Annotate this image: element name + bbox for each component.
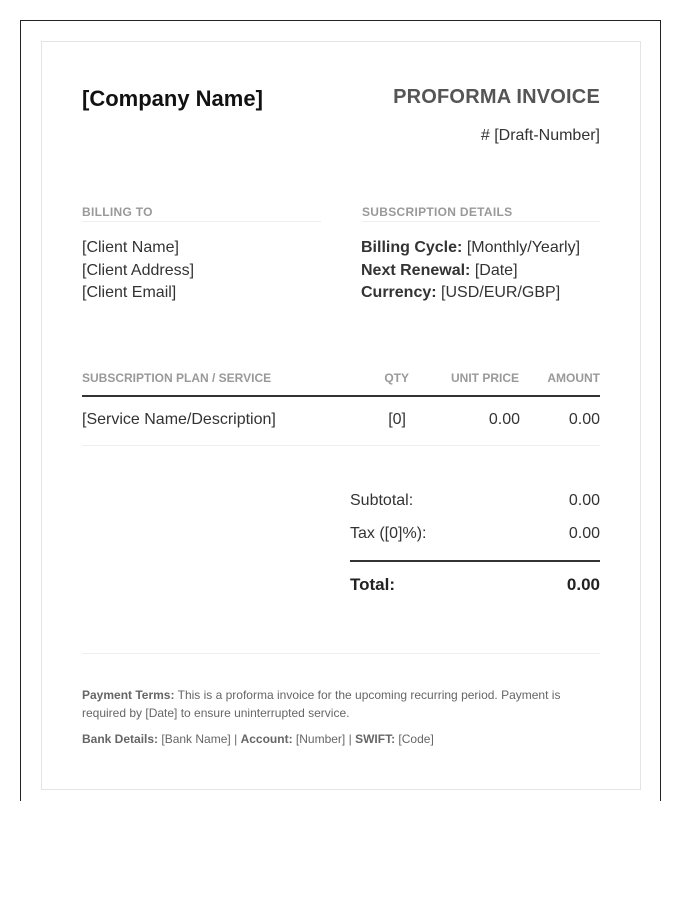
client-address: [Client Address] [82,261,195,279]
bank-details-label: Bank Details: [82,732,159,746]
currency-value: [USD/EUR/GBP] [441,284,561,301]
subscription-divider [362,221,600,222]
total-label: Total: [350,575,396,594]
table-header-rule [82,395,600,397]
swift-label: SWIFT: [355,732,396,746]
currency-row [361,282,580,305]
subtotal-value: 0.00 [568,492,600,509]
payment-terms-label: Payment Terms: [82,688,175,702]
total-value: 0.00 [566,575,600,594]
column-header-amount: AMOUNT [547,371,600,385]
currency-label: Currency: [361,284,437,301]
subscription-details [361,237,580,305]
separator: | [234,732,238,746]
account-value: [Number] [295,732,346,746]
separator: | [348,732,352,746]
tax-label: Tax ([0]%): [350,525,427,542]
row-amount: 0.00 [568,411,600,428]
table-row-divider [82,445,600,446]
account-label: Account: [240,732,293,746]
row-unit-price: 0.00 [488,411,520,428]
payment-terms [82,686,602,722]
column-header-plan: SUBSCRIPTION PLAN / SERVICE [82,371,272,385]
row-qty: [0] [388,411,406,428]
billing-cycle-row [361,237,580,260]
payment-terms-text: This is a proforma invoice for the upcoming recurring period. Payment is required by [Date] to ensure uninterrupted service. [82,688,561,720]
next-renewal-row [361,260,580,283]
column-header-qty: QTY [384,371,409,385]
billing-cycle-label: Billing Cycle: [361,239,463,256]
document-title: PROFORMA INVOICE [393,86,600,108]
column-header-unit-price: UNIT PRICE [450,371,519,385]
company-name: [Company Name] [82,86,263,111]
client-name: [Client Name] [82,239,179,256]
client-email: [Client Email] [82,284,177,301]
billing-details [82,237,194,305]
billing-to-heading: BILLING TO [82,205,153,219]
next-renewal-label: Next Renewal: [361,261,471,279]
subscription-details-heading: SUBSCRIPTION DETAILS [362,205,513,219]
totals-rule [350,560,600,562]
billing-divider [82,221,321,222]
tax-value: 0.00 [568,525,600,542]
subtotal-label: Subtotal: [350,492,414,509]
draft-number: # [Draft-Number] [480,127,600,144]
row-service: [Service Name/Description] [82,411,276,428]
next-renewal-value: [Date] [474,261,518,279]
swift-value: [Code] [398,732,434,746]
bank-name: [Bank Name] [161,732,231,746]
bank-details [82,732,434,746]
footer-divider [82,653,600,654]
billing-cycle-value: [Monthly/Yearly] [466,239,581,256]
